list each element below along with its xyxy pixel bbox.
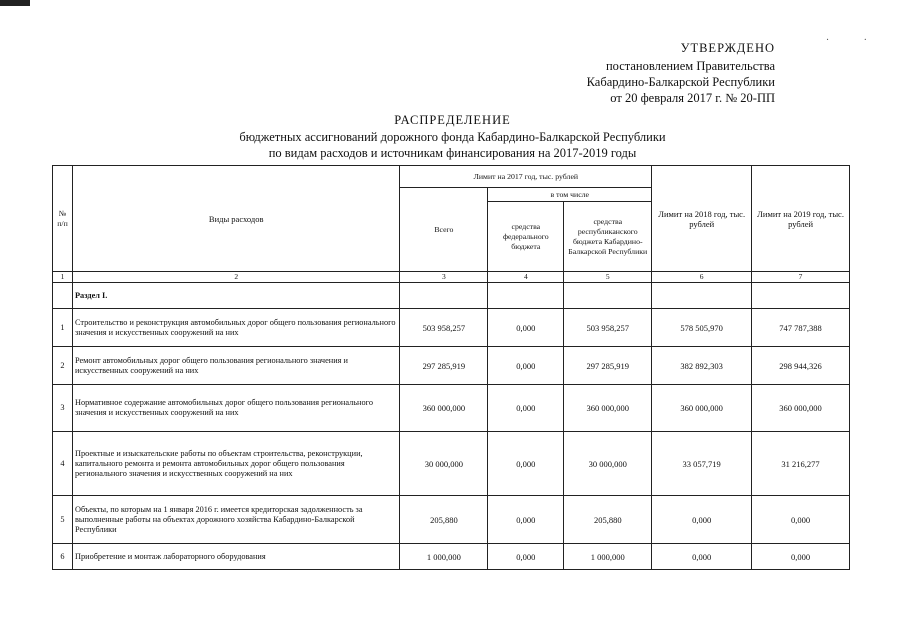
header-federal: средства федерального бюджета <box>488 202 564 272</box>
row-2019: 298 944,326 <box>752 347 850 385</box>
row-desc: Приобретение и монтаж лабораторного оборудования <box>72 544 399 570</box>
header-types: Виды расходов <box>72 166 399 272</box>
index-cell: 1 <box>53 272 73 283</box>
document-title <box>0 112 905 161</box>
row-federal: 0,000 <box>488 496 564 544</box>
row-total: 1 000,000 <box>400 544 488 570</box>
row-2019: 0,000 <box>752 496 850 544</box>
title-main: РАСПРЕДЕЛЕНИЕ <box>394 113 511 127</box>
title-line-2: бюджетных ассигнований дорожного фонда Кабардино-Балкарской Республики <box>239 130 666 144</box>
row-desc: Нормативное содержание автомобильных дорог общего пользования регионального значения и искусственных сооружений на них <box>72 385 399 432</box>
row-republic: 205,880 <box>564 496 652 544</box>
budget-table <box>52 165 850 570</box>
row-total: 205,880 <box>400 496 488 544</box>
row-num: 3 <box>53 385 73 432</box>
row-2018: 360 000,000 <box>652 385 752 432</box>
title-line-3: по видам расходов и источникам финансирования на 2017-2019 годы <box>268 146 637 160</box>
row-num: 1 <box>53 309 73 347</box>
row-2018: 0,000 <box>652 544 752 570</box>
row-2019: 0,000 <box>752 544 850 570</box>
row-republic: 1 000,000 <box>564 544 652 570</box>
row-num: 5 <box>53 496 73 544</box>
index-cell: 6 <box>652 272 752 283</box>
header-limit-2019: Лимит на 2019 год, тыс. рублей <box>752 166 850 272</box>
row-num: 2 <box>53 347 73 385</box>
row-2018: 578 505,970 <box>652 309 752 347</box>
row-republic: 360 000,000 <box>564 385 652 432</box>
header-num: № п/п <box>53 166 73 272</box>
header-limit-2018: Лимит на 2018 год, тыс. рублей <box>652 166 752 272</box>
table-row <box>53 432 850 496</box>
row-2018: 33 057,719 <box>652 432 752 496</box>
row-republic: 297 285,919 <box>564 347 652 385</box>
table-row <box>53 385 850 432</box>
approval-line-3: от 20 февраля 2017 г. № 20-ПП <box>610 91 775 105</box>
row-num: 6 <box>53 544 73 570</box>
header-limit-2017: Лимит на 2017 год, тыс. рублей <box>400 166 652 188</box>
section-label: Раздел I. <box>72 283 399 309</box>
row-federal: 0,000 <box>488 309 564 347</box>
row-republic: 503 958,257 <box>564 309 652 347</box>
row-total: 503 958,257 <box>400 309 488 347</box>
index-cell: 2 <box>72 272 399 283</box>
approval-line-1: постановлением Правительства <box>605 59 775 73</box>
row-2018: 382 892,303 <box>652 347 752 385</box>
index-cell: 3 <box>400 272 488 283</box>
header-republic: средства республиканского бюджета Кабардино-Балкарской Республики <box>564 202 652 272</box>
column-index-row <box>53 272 850 283</box>
scan-corner-mark <box>0 0 30 6</box>
approval-block <box>587 40 775 106</box>
row-federal: 0,000 <box>488 385 564 432</box>
table-row <box>53 309 850 347</box>
row-2019: 360 000,000 <box>752 385 850 432</box>
index-cell: 7 <box>752 272 850 283</box>
index-cell: 5 <box>564 272 652 283</box>
row-desc: Объекты, по которым на 1 января 2016 г. имеется кредиторская задолженность за выполненные работы на объектах дорожного хозяйства Кабардино-Балкарской Республики <box>72 496 399 544</box>
table-row <box>53 544 850 570</box>
row-desc: Строительство и реконструкция автомобильных дорог общего пользования регионального значения и искусственных сооружений на них <box>72 309 399 347</box>
header-total: Всего <box>400 188 488 272</box>
row-desc: Проектные и изыскательские работы по объектам строительства, реконструкции, капитального ремонта и ремонта автомобильных дорог общего пользования регионального значения и искусственных сооружений на них <box>72 432 399 496</box>
approval-line-2: Кабардино-Балкарской Республики <box>586 75 775 89</box>
row-federal: 0,000 <box>488 432 564 496</box>
row-desc: Ремонт автомобильных дорог общего пользования регионального значения и искусственных сооружений на них <box>72 347 399 385</box>
row-federal: 0,000 <box>488 544 564 570</box>
table-row <box>53 496 850 544</box>
row-2019: 31 216,277 <box>752 432 850 496</box>
row-federal: 0,000 <box>488 347 564 385</box>
row-republic: 30 000,000 <box>564 432 652 496</box>
row-total: 297 285,919 <box>400 347 488 385</box>
table-row <box>53 347 850 385</box>
row-total: 360 000,000 <box>400 385 488 432</box>
header-including: в том числе <box>488 188 652 202</box>
approval-heading: УТВЕРЖДЕНО <box>680 41 775 55</box>
section-row <box>53 283 850 309</box>
scan-specks: · · <box>825 35 883 46</box>
row-2018: 0,000 <box>652 496 752 544</box>
row-total: 30 000,000 <box>400 432 488 496</box>
row-2019: 747 787,388 <box>752 309 850 347</box>
row-num: 4 <box>53 432 73 496</box>
index-cell: 4 <box>488 272 564 283</box>
